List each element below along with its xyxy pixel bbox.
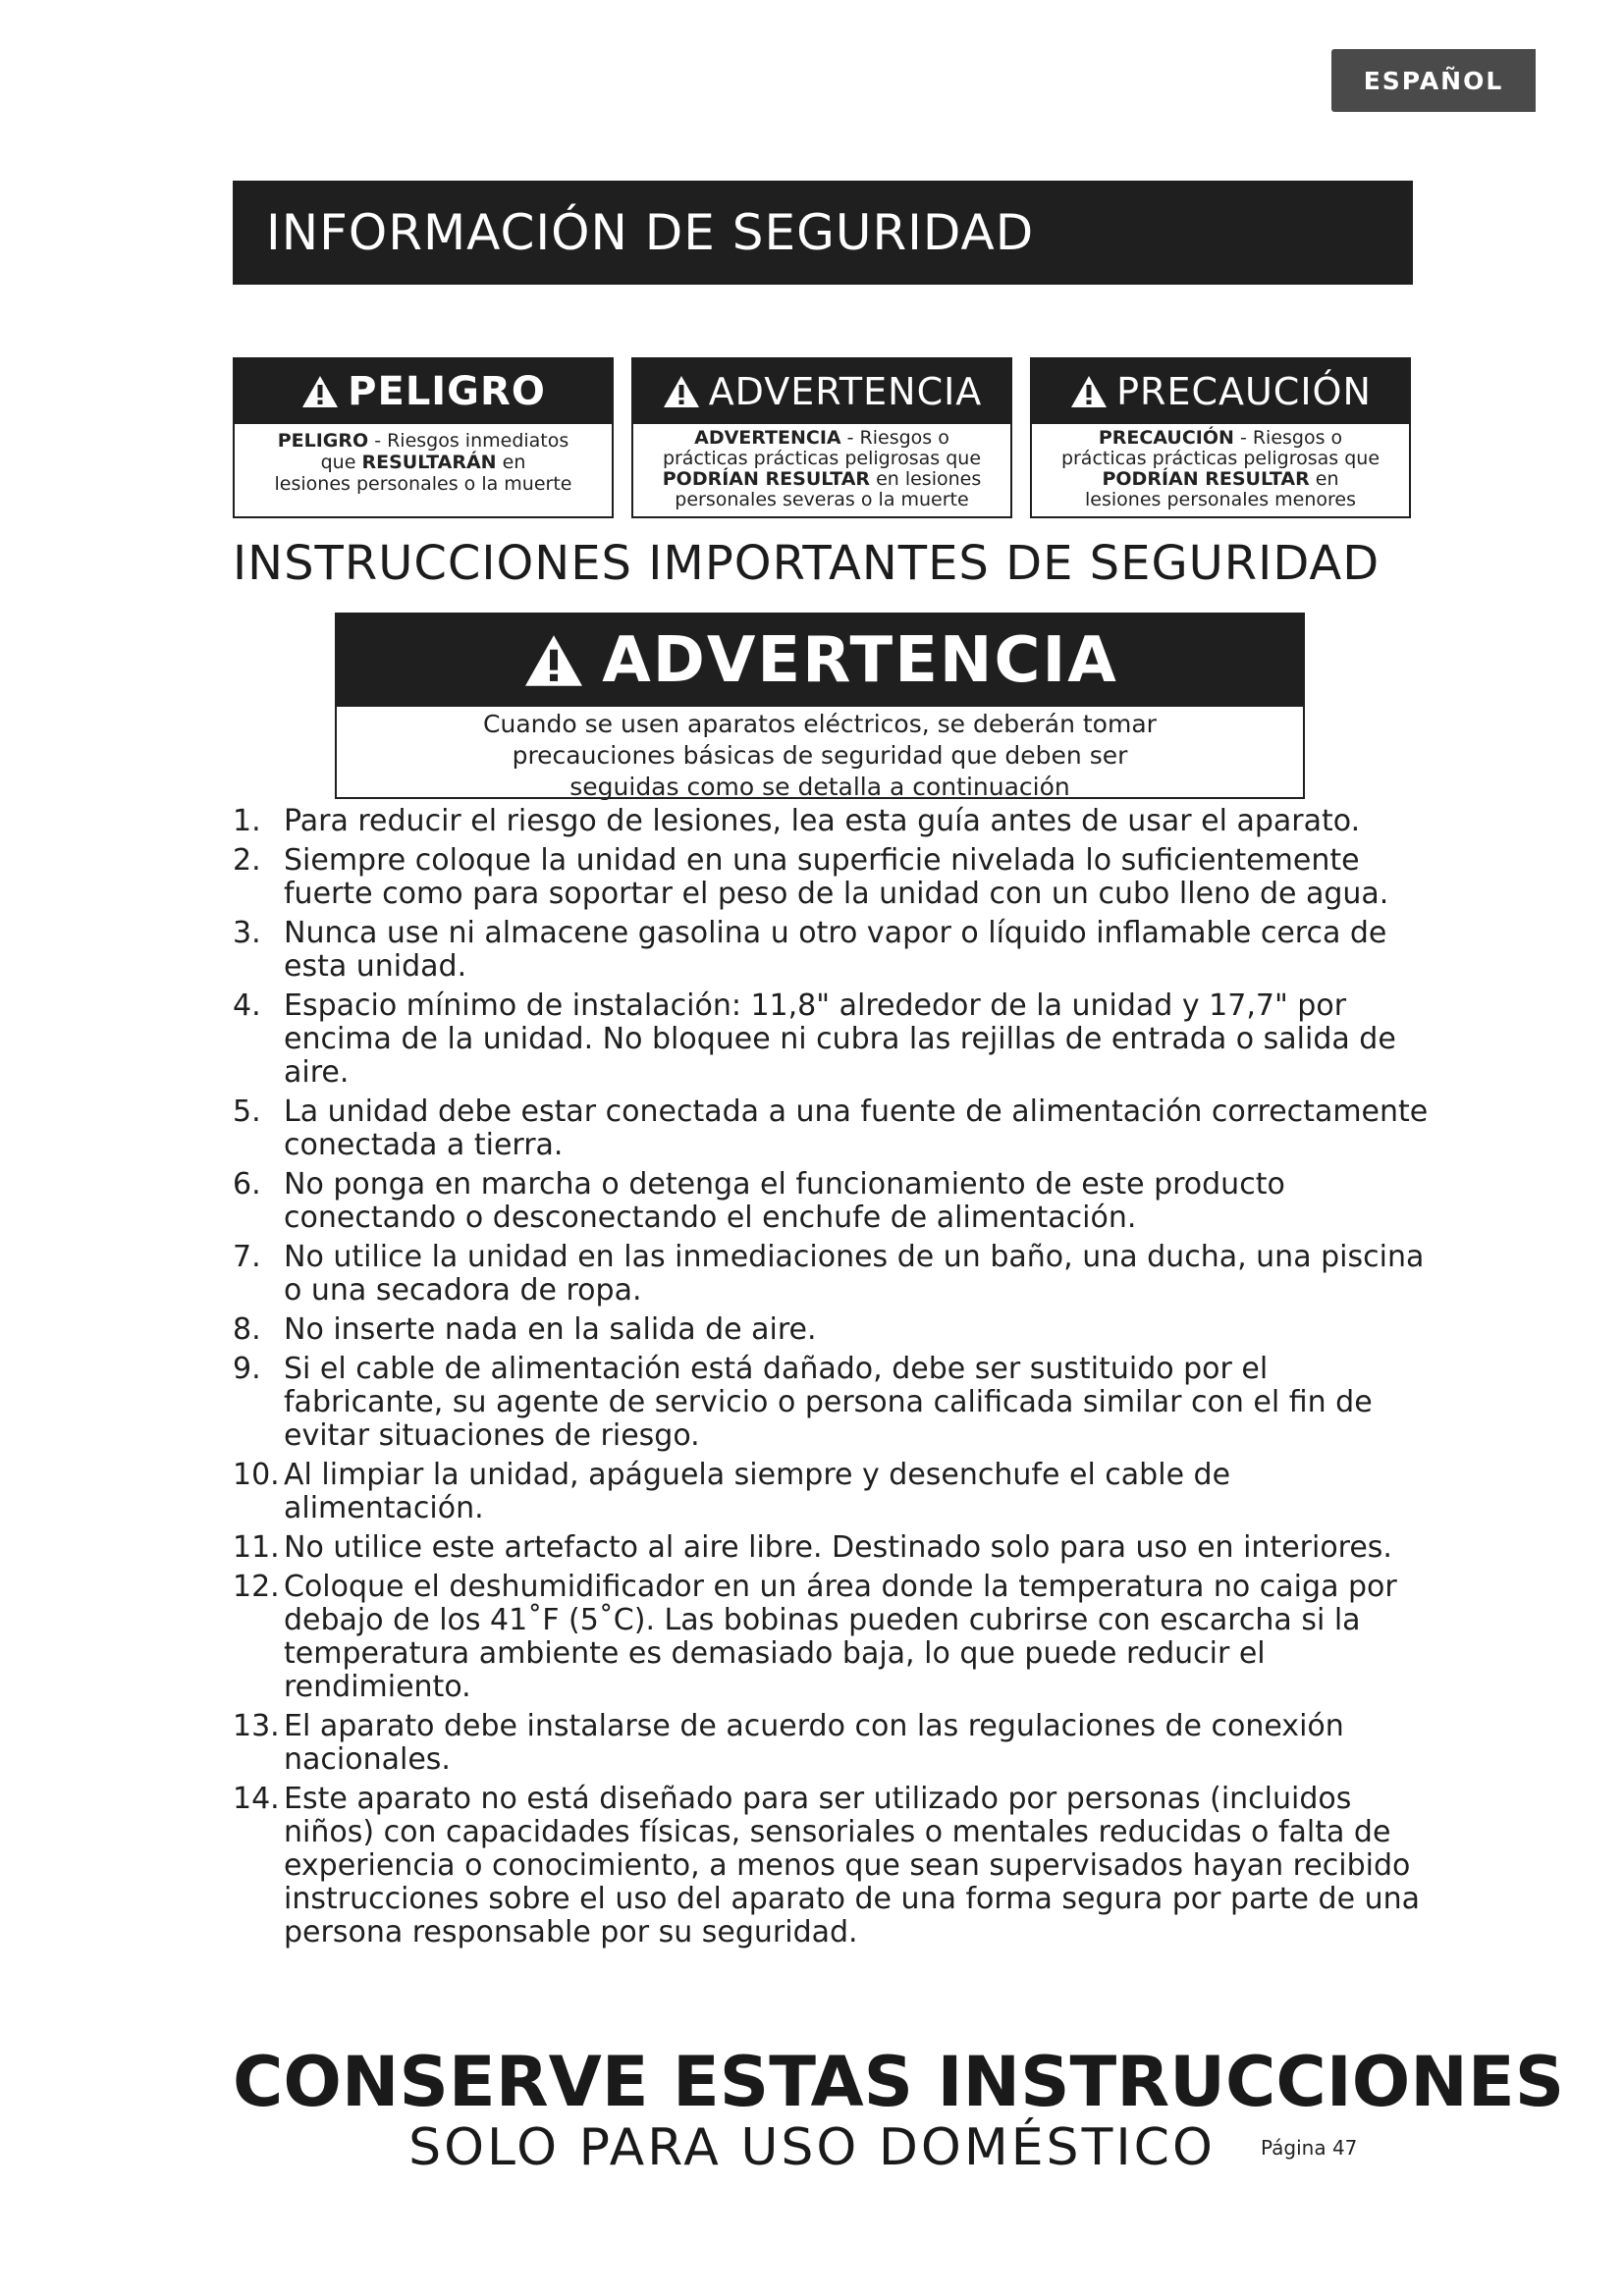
list-item — [233, 1571, 1431, 1704]
hazard-emphasis: PODRÍAN RESULTAR — [662, 468, 871, 490]
list-item — [233, 844, 1431, 911]
item-number: 13. — [233, 1709, 280, 1743]
list-item — [233, 917, 1431, 984]
section-title-bar — [233, 181, 1413, 285]
hazard-text: prácticas prácticas peligrosas que — [1060, 448, 1380, 469]
warning-label: ADVERTENCIA — [602, 624, 1118, 697]
hazard-header — [1032, 359, 1409, 424]
important-instructions-heading: INSTRUCCIONES IMPORTANTES DE SEGURIDAD — [233, 536, 1380, 591]
item-text: El aparato debe instalarse de acuerdo con las regulaciones de conexión nacionales. — [284, 1709, 1344, 1777]
hazard-label: ADVERTENCIA — [708, 370, 983, 413]
list-item — [233, 1531, 1431, 1565]
hazard-box-advertencia — [631, 357, 1012, 518]
hazard-lead: ADVERTENCIA — [694, 427, 841, 449]
list-item — [233, 1168, 1431, 1235]
warning-triangle-icon — [1069, 374, 1109, 409]
item-number: 12. — [233, 1570, 280, 1604]
section-title: INFORMACIÓN DE SEGURIDAD — [266, 204, 1035, 261]
language-tab: ESPAÑOL — [1331, 49, 1536, 112]
hazard-text: en — [1309, 468, 1339, 490]
hazard-text: lesiones personales menores — [1085, 489, 1356, 510]
item-text: Si el cable de alimentación está dañado, debe ser sustituido por el fabricante, su agente de servicio o persona calificada similar con el fin de evitar situaciones de riesgo. — [284, 1352, 1373, 1453]
hazard-header — [235, 359, 612, 424]
list-item — [233, 1710, 1431, 1777]
item-text: No inserte nada en la salida de aire. — [284, 1312, 817, 1347]
item-text: Espacio mínimo de instalación: 11,8" alrededor de la unidad y 17,7" por encima de la unidad. No bloquee ni cubra las rejillas de entrada o salida de aire. — [284, 988, 1396, 1090]
warning-line: precauciones básicas de seguridad que deben ser — [512, 741, 1128, 770]
item-number: 9. — [233, 1352, 261, 1386]
hazard-text: - Riesgos o — [840, 427, 949, 449]
item-number: 11. — [233, 1530, 280, 1565]
hazard-text: personales severas o la muerte — [675, 489, 969, 510]
item-number: 10. — [233, 1458, 280, 1492]
list-item — [233, 1783, 1431, 1949]
item-text: Nunca use ni almacene gasolina u otro vapor o líquido inflamable cerca de esta unidad. — [284, 916, 1387, 984]
warning-triangle-icon — [300, 374, 340, 409]
hazard-lead: PRECAUCIÓN — [1098, 427, 1234, 449]
item-number: 8. — [233, 1312, 261, 1347]
hazard-label: PELIGRO — [348, 369, 546, 414]
hazard-header — [633, 359, 1010, 424]
item-text: Coloque el deshumidificador en un área donde la temperatura no caiga por debajo de los 41˚F (5˚C). Las bobinas pueden cubrirse con escarcha si la temperatura ambiente es demasiado baja, lo que puede reducir el rendimiento. — [284, 1570, 1397, 1704]
hazard-text: lesiones personales o la muerte — [274, 473, 572, 495]
hazard-box-precaucion — [1030, 357, 1411, 518]
hazard-levels — [233, 357, 1411, 518]
hazard-text: - Riesgos o — [1233, 427, 1343, 449]
list-item — [233, 1353, 1431, 1453]
hazard-description — [235, 424, 612, 495]
item-text: La unidad debe estar conectada a una fuente de alimentación correctamente conectada a tierra. — [284, 1095, 1429, 1162]
list-item — [233, 989, 1431, 1090]
item-number: 5. — [233, 1095, 261, 1129]
item-number: 14. — [233, 1782, 280, 1816]
hazard-text: prácticas prácticas peligrosas que — [662, 448, 982, 469]
item-number: 1. — [233, 804, 261, 838]
household-use-only: SOLO PARA USO DOMÉSTICO — [408, 2118, 1216, 2177]
hazard-description — [633, 424, 1010, 510]
item-number: 2. — [233, 843, 261, 878]
item-text: No ponga en marcha o detenga el funcionamiento de este producto conectando o desconectando el enchufe de alimentación. — [284, 1167, 1285, 1235]
item-number: 3. — [233, 916, 261, 950]
hazard-lead: PELIGRO — [277, 430, 369, 452]
hazard-text: que — [320, 452, 362, 473]
warning-triangle-icon — [662, 374, 701, 409]
keep-instructions-title: CONSERVE ESTAS INSTRUCCIONES — [233, 2042, 1565, 2122]
item-text: Para reducir el riesgo de lesiones, lea esta guía antes de usar el aparato. — [284, 804, 1361, 838]
item-number: 7. — [233, 1240, 261, 1274]
item-number: 6. — [233, 1167, 261, 1201]
instructions-list — [233, 805, 1431, 1955]
warning-line: Cuando se usen aparatos eléctricos, se deberán tomar — [483, 710, 1157, 738]
warning-line: seguidas como se detalla a continuación — [569, 773, 1070, 801]
list-item — [233, 1095, 1431, 1162]
hazard-box-peligro — [233, 357, 614, 518]
item-text: Siempre coloque la unidad en una superficie nivelada lo suficientemente fuerte como para soportar el peso de la unidad con un cubo lleno de agua. — [284, 843, 1389, 911]
hazard-label: PRECAUCIÓN — [1116, 370, 1372, 413]
item-text: No utilice este artefacto al aire libre. Destinado solo para uso en interiores. — [284, 1530, 1392, 1565]
hazard-emphasis: RESULTARÁN — [361, 452, 497, 473]
page-number: Página 47 — [1261, 2136, 1358, 2160]
hazard-description — [1032, 424, 1409, 510]
hazard-text: en lesiones — [870, 468, 982, 490]
hazard-emphasis: PODRÍAN RESULTAR — [1102, 468, 1310, 490]
item-text: No utilice la unidad en las inmediaciones de un baño, una ducha, una piscina o una secadora de ropa. — [284, 1240, 1425, 1308]
general-warning-box — [335, 613, 1305, 799]
warning-header — [337, 614, 1303, 707]
list-item — [233, 1459, 1431, 1525]
list-item — [233, 1313, 1431, 1347]
item-text: Este aparato no está diseñado para ser utilizado por personas (incluidos niños) con capacidades físicas, sensoriales o mentales reducidas o falta de experiencia o conocimiento, a menos que sean supervisados hayan recibido instrucciones sobre el uso del aparato de una forma segura por parte de una persona responsable por su seguridad. — [284, 1782, 1420, 1949]
item-number: 4. — [233, 988, 261, 1023]
warning-description — [337, 707, 1303, 803]
item-text: Al limpiar la unidad, apáguela siempre y desenchufe el cable de alimentación. — [284, 1458, 1231, 1525]
hazard-text: en — [496, 452, 526, 473]
warning-triangle-icon — [521, 632, 586, 689]
list-item — [233, 805, 1431, 838]
list-item — [233, 1241, 1431, 1308]
hazard-text: - Riesgos inmediatos — [368, 430, 569, 452]
